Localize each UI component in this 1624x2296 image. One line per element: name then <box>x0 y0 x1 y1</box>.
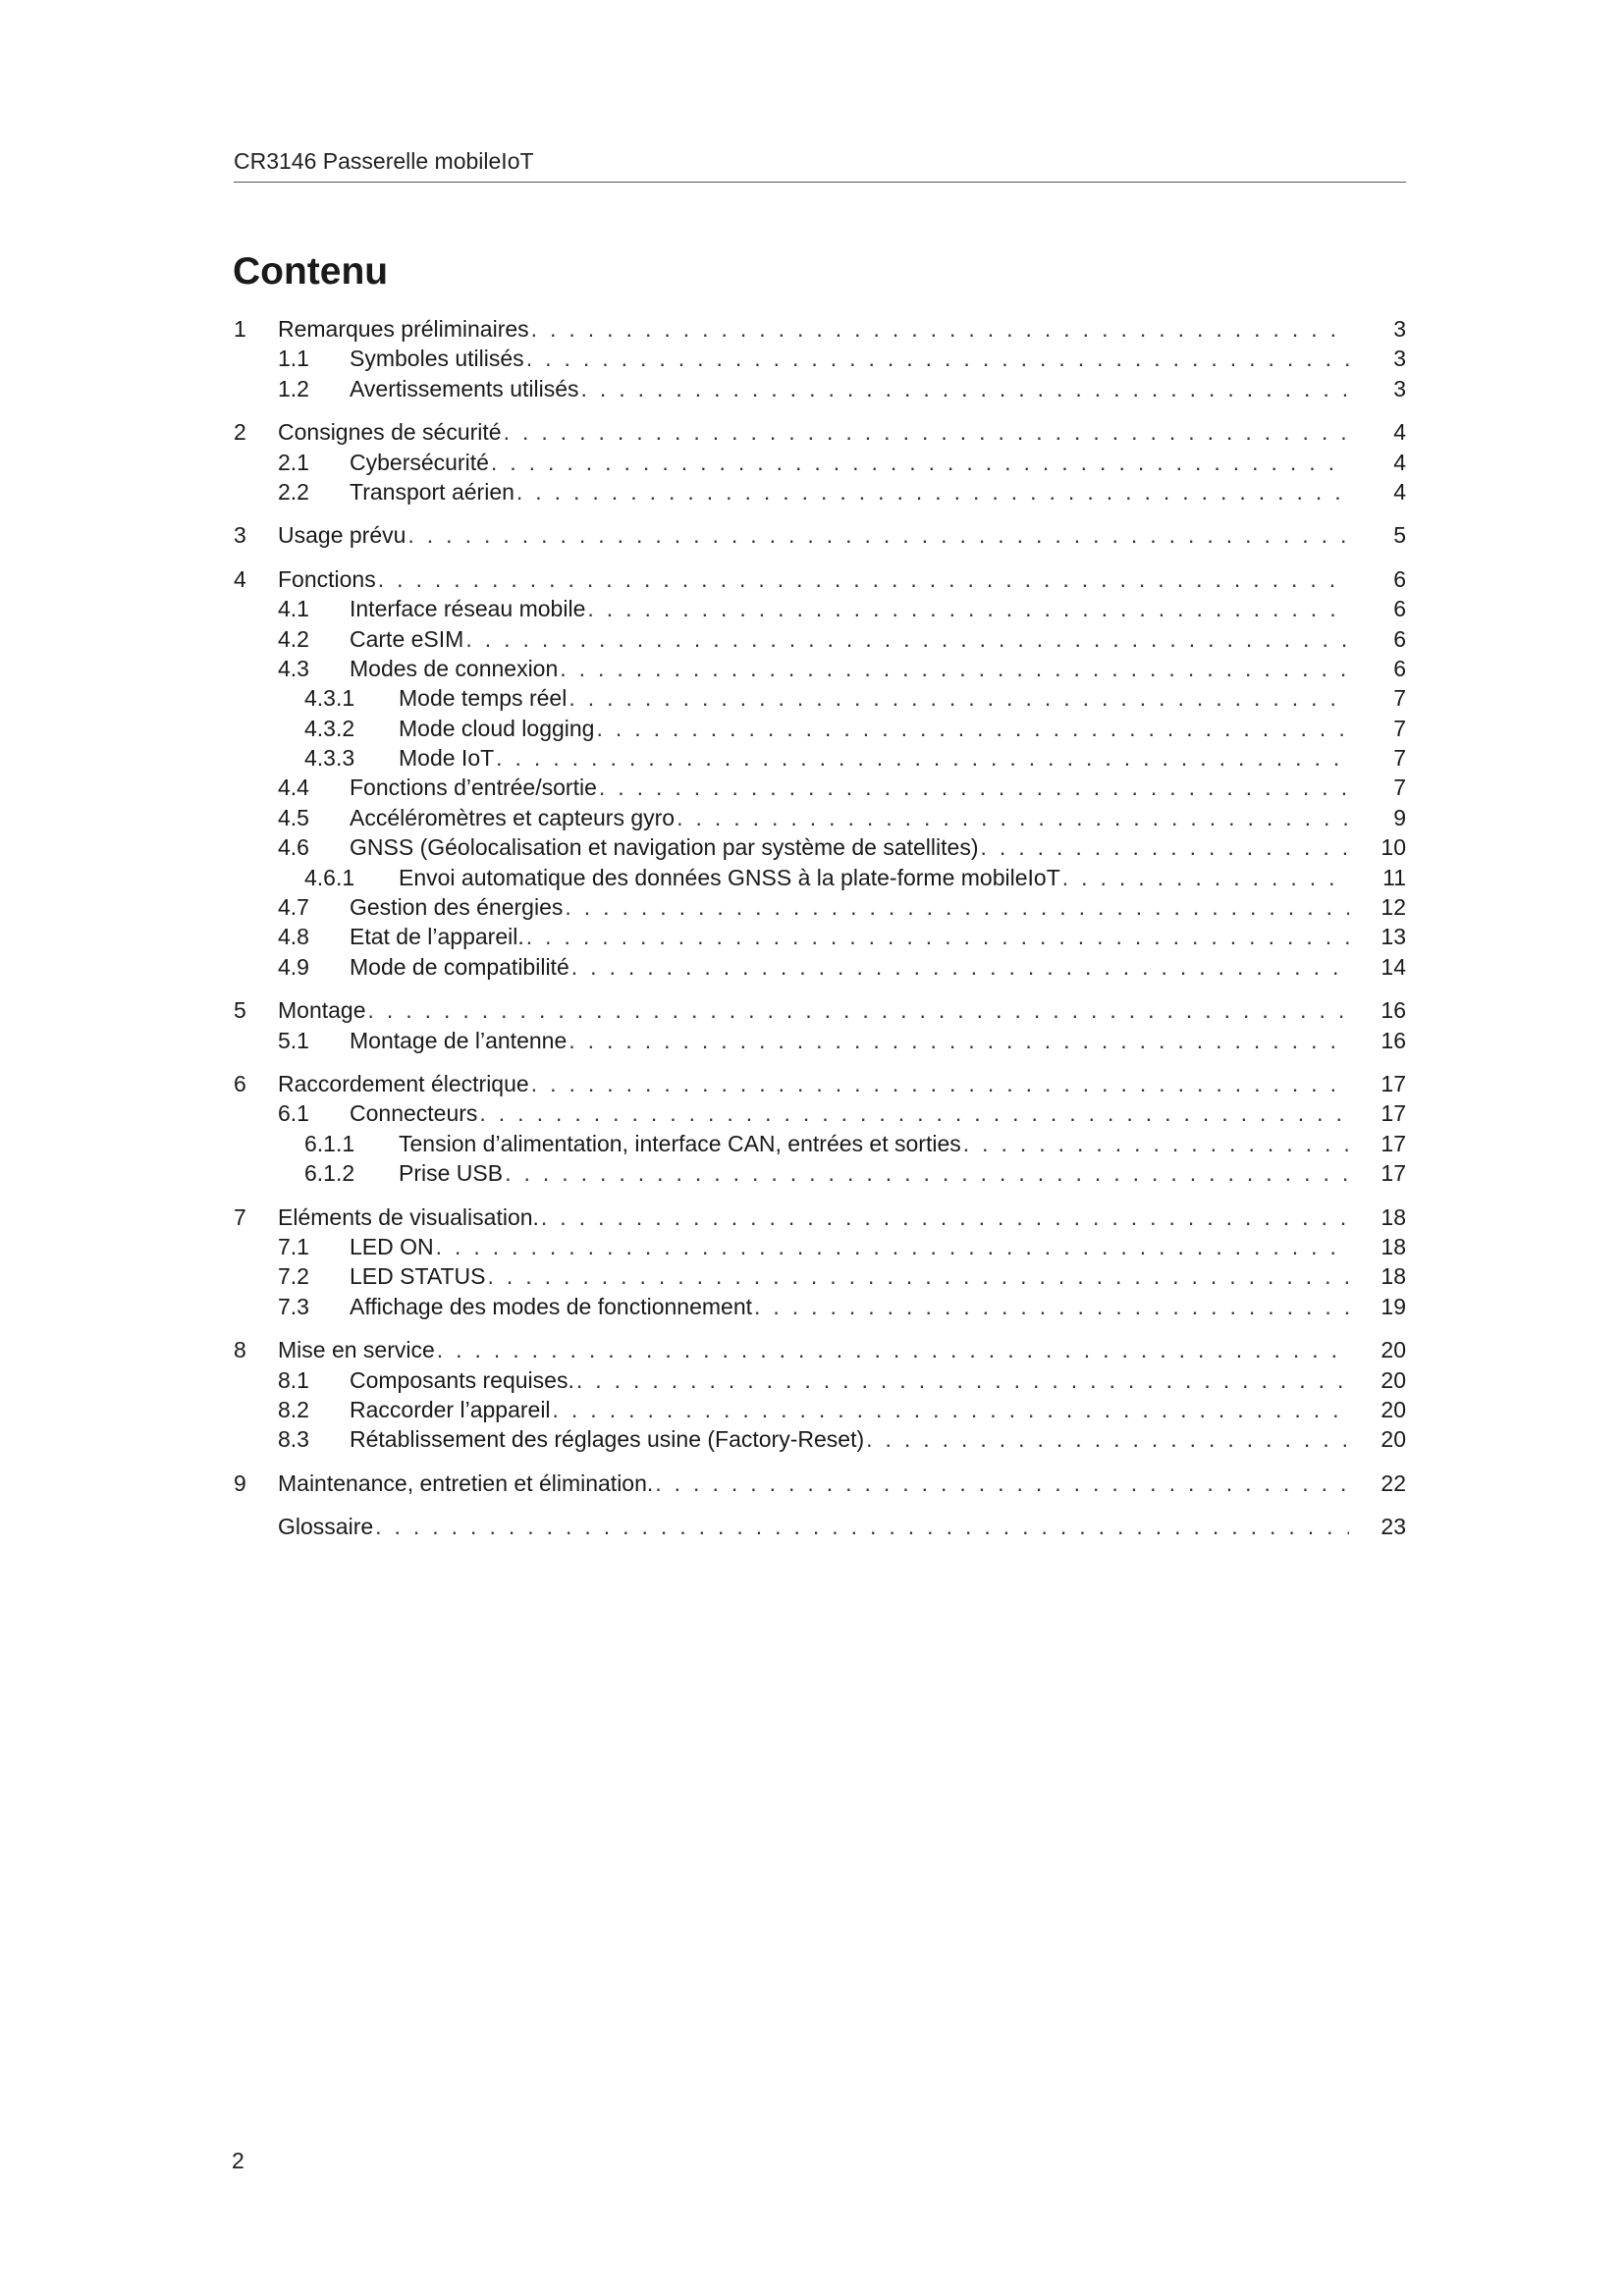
toc-entry-number: 4.3.1 <box>304 685 355 712</box>
toc-entry[interactable] <box>234 374 1406 403</box>
toc-entry-line <box>399 714 1406 743</box>
toc-entry-page: 6 <box>1393 565 1406 592</box>
toc-dot-leader <box>487 1261 1349 1291</box>
toc-entry-page: 6 <box>1393 655 1406 681</box>
toc-entry-label: Mode de compatibilité <box>350 953 569 980</box>
toc-entry-line <box>399 683 1406 713</box>
toc-entry-label: Eléments de visualisation. <box>278 1203 539 1230</box>
toc-entry-page: 20 <box>1380 1337 1406 1363</box>
toc-entry-number: 9 <box>234 1469 246 1496</box>
toc-dot-leader <box>436 1232 1349 1261</box>
toc-entry-number: 4.4 <box>278 774 309 801</box>
toc-entry-page: 16 <box>1380 1027 1406 1053</box>
toc-entry[interactable] <box>234 892 1406 922</box>
toc-entry[interactable] <box>234 1202 1406 1232</box>
toc-entry-line <box>350 1292 1406 1321</box>
toc-entry-line <box>278 1512 1406 1541</box>
toc-entry-label: Carte eSIM <box>350 625 464 652</box>
toc-entry-label: Tension d’alimentation, interface CAN, entrées et sorties <box>399 1130 961 1156</box>
toc-dot-leader <box>526 922 1349 951</box>
toc-entry-line <box>350 803 1406 832</box>
toc-entry-number: 1 <box>234 316 246 342</box>
toc-entry-page: 20 <box>1380 1426 1406 1453</box>
toc-entry-page: 3 <box>1393 316 1406 342</box>
toc-entry[interactable] <box>234 477 1406 507</box>
toc-entry-label: Raccordement électrique <box>278 1070 529 1096</box>
toc-dot-leader <box>754 1292 1349 1321</box>
toc-entry-page: 17 <box>1380 1100 1406 1127</box>
toc-entry-number: 6.1 <box>278 1100 309 1127</box>
toc-entry-number: 8 <box>234 1337 246 1363</box>
toc-entry[interactable] <box>234 1261 1406 1291</box>
toc-entry-number: 7 <box>234 1203 246 1230</box>
toc-entry-page: 10 <box>1380 834 1406 861</box>
toc-entry[interactable] <box>234 832 1406 862</box>
toc-dot-leader <box>587 594 1349 623</box>
toc-entry[interactable] <box>234 863 1406 892</box>
toc-entry[interactable] <box>234 1468 1406 1498</box>
toc-entry[interactable] <box>234 922 1406 951</box>
toc-entry[interactable] <box>234 1292 1406 1321</box>
toc-entry-number: 6.1.1 <box>304 1130 355 1156</box>
toc-entry-page: 4 <box>1393 449 1406 475</box>
toc-entry-line <box>350 1232 1406 1261</box>
toc-entry-label: Fonctions d’entrée/sortie <box>350 774 597 801</box>
page-header <box>234 146 1406 183</box>
toc-dot-leader <box>866 1424 1349 1454</box>
toc-dot-leader <box>378 564 1349 594</box>
toc-entry-number: 6 <box>234 1070 246 1096</box>
toc-entry-line <box>399 1129 1406 1158</box>
toc-entry-line <box>278 314 1406 344</box>
toc-dot-leader <box>407 520 1349 550</box>
toc-entry-label: Fonctions <box>278 565 376 592</box>
toc-dot-leader <box>677 803 1349 832</box>
toc-entry-line <box>399 1158 1406 1188</box>
toc-entry-label: Glossaire <box>278 1514 374 1540</box>
toc-entry-number: 4.5 <box>278 804 309 830</box>
toc-dot-leader <box>368 995 1349 1025</box>
toc-entry-page: 17 <box>1380 1130 1406 1156</box>
toc-entry-label: Mode IoT <box>399 745 495 772</box>
toc-entry-label: Avertissements utilisés <box>350 375 579 401</box>
toc-entry-number: 1.2 <box>278 375 309 401</box>
toc-entry[interactable] <box>234 1335 1406 1364</box>
toc-dot-leader <box>437 1335 1349 1364</box>
toc-dot-leader <box>1062 863 1349 892</box>
toc-entry-line <box>350 1395 1406 1424</box>
toc-entry-label: Mode cloud logging <box>399 715 595 741</box>
toc-entry-line <box>350 374 1406 403</box>
toc-entry-page: 3 <box>1393 375 1406 401</box>
toc-entry-page: 7 <box>1393 715 1406 741</box>
toc-entry-label: Rétablissement des réglages usine (Factory-Reset) <box>350 1426 865 1453</box>
toc-entry[interactable] <box>234 314 1406 344</box>
toc-dot-leader <box>526 344 1349 373</box>
toc-entry-label: Remarques préliminaires <box>278 316 529 342</box>
toc-entry-number: 5 <box>234 997 246 1024</box>
toc-dot-leader <box>568 683 1349 713</box>
toc-entry[interactable] <box>234 417 1406 447</box>
toc-entry[interactable] <box>234 520 1406 550</box>
toc-entry-page: 3 <box>1393 346 1406 372</box>
toc-entry-label: Envoi automatique des données GNSS à la plate-forme mobileIoT <box>399 864 1060 890</box>
toc-entry-number: 7.2 <box>278 1263 309 1290</box>
toc-entry-page: 13 <box>1380 924 1406 950</box>
toc-entry-page: 22 <box>1380 1469 1406 1496</box>
toc-entry-number: 4.6.1 <box>304 864 355 890</box>
toc-entry-line <box>350 624 1406 654</box>
toc-dot-leader <box>565 892 1349 922</box>
toc-dot-leader <box>980 832 1349 862</box>
toc-entry-page: 4 <box>1393 478 1406 505</box>
toc-dot-leader <box>576 1365 1349 1395</box>
toc-entry-line <box>350 448 1406 477</box>
toc-entry-number: 4.7 <box>278 894 309 921</box>
toc-entry-page: 18 <box>1380 1263 1406 1290</box>
toc-entry-page: 6 <box>1393 596 1406 622</box>
toc-dot-leader <box>553 1395 1349 1424</box>
toc-entry[interactable] <box>234 1129 1406 1158</box>
toc-entry-page: 20 <box>1380 1366 1406 1393</box>
toc-dot-leader <box>531 314 1349 344</box>
toc-entry-number: 5.1 <box>278 1027 309 1053</box>
toc-entry-number: 8.1 <box>278 1366 309 1393</box>
toc-dot-leader <box>655 1468 1349 1498</box>
toc-entry-number: 4.3.2 <box>304 715 355 741</box>
toc-entry[interactable] <box>234 624 1406 654</box>
toc-entry-page: 12 <box>1380 894 1406 921</box>
toc-entry-number: 4.8 <box>278 924 309 950</box>
toc-entry-label: Usage prévu <box>278 522 406 549</box>
toc-dot-leader <box>571 952 1349 982</box>
toc-entry[interactable] <box>234 683 1406 713</box>
toc-entry-line <box>399 863 1406 892</box>
toc-entry-number: 8.2 <box>278 1396 309 1422</box>
toc-entry-page: 14 <box>1380 953 1406 980</box>
toc-entry-label: Raccorder l’appareil <box>350 1396 551 1422</box>
toc-entry-page: 11 <box>1382 864 1406 890</box>
toc-entry-label: Modes de connexion <box>350 655 559 681</box>
toc-entry[interactable] <box>234 1069 1406 1098</box>
toc-entry-number: 4.2 <box>278 625 309 652</box>
toc-entry-line <box>350 654 1406 683</box>
toc-entry-number: 2.2 <box>278 478 309 505</box>
toc-entry-number: 3 <box>234 522 246 549</box>
toc-entry-line <box>350 773 1406 802</box>
table-of-contents <box>234 314 1406 1541</box>
toc-entry-label: Symboles utilisés <box>350 346 524 372</box>
toc-entry-label: Mode temps réel <box>399 685 568 712</box>
document-title: CR3146 Passerelle mobileIoT <box>234 148 534 174</box>
toc-dot-leader <box>599 773 1349 802</box>
toc-dot-leader <box>581 374 1350 403</box>
toc-entry[interactable] <box>234 564 1406 594</box>
toc-entry-number: 8.3 <box>278 1426 309 1453</box>
toc-entry-label: Montage de l’antenne <box>350 1027 568 1053</box>
toc-dot-leader <box>516 477 1349 507</box>
toc-entry[interactable] <box>234 448 1406 477</box>
toc-entry-line <box>278 1202 1406 1232</box>
toc-entry-number: 6.1.2 <box>304 1160 355 1187</box>
toc-entry-line <box>350 477 1406 507</box>
toc-dot-leader <box>479 1098 1349 1128</box>
toc-entry-line <box>350 922 1406 951</box>
toc-entry-line <box>350 892 1406 922</box>
toc-entry-page: 9 <box>1393 804 1406 830</box>
toc-entry-line <box>278 520 1406 550</box>
toc-entry-line <box>350 344 1406 373</box>
toc-entry-page: 4 <box>1393 419 1406 446</box>
toc-entry-line <box>350 1365 1406 1395</box>
toc-entry-number: 4 <box>234 565 246 592</box>
toc-entry-number: 4.9 <box>278 953 309 980</box>
toc-entry-page: 7 <box>1393 685 1406 712</box>
toc-entry-number: 4.6 <box>278 834 309 861</box>
toc-dot-leader <box>531 1069 1349 1098</box>
toc-entry[interactable] <box>234 344 1406 373</box>
toc-entry-number: 7.3 <box>278 1293 309 1319</box>
toc-dot-leader <box>568 1026 1349 1055</box>
toc-entry[interactable] <box>234 743 1406 773</box>
toc-entry-number: 7.1 <box>278 1233 309 1259</box>
toc-entry-line <box>350 1424 1406 1454</box>
toc-entry-page: 7 <box>1393 774 1406 801</box>
toc-entry-label: Accéléromètres et capteurs gyro <box>350 804 676 830</box>
toc-entry-line <box>278 1468 1406 1498</box>
toc-entry-label: Maintenance, entretien et élimination. <box>278 1469 654 1496</box>
toc-entry-number: 1.1 <box>278 346 309 372</box>
toc-entry[interactable] <box>234 1395 1406 1424</box>
toc-entry-line <box>278 995 1406 1025</box>
toc-entry-label: Etat de l’appareil. <box>350 924 524 950</box>
toc-entry-label: LED STATUS <box>350 1263 486 1290</box>
toc-entry-page: 7 <box>1393 745 1406 772</box>
toc-entry-page: 6 <box>1393 625 1406 652</box>
toc-dot-leader <box>560 654 1349 683</box>
toc-entry[interactable] <box>234 1232 1406 1261</box>
toc-entry-number: 2.1 <box>278 449 309 475</box>
toc-entry-label: Connecteurs <box>350 1100 478 1127</box>
toc-entry[interactable] <box>234 1424 1406 1454</box>
toc-entry-line <box>350 832 1406 862</box>
toc-entry-label: Mise en service <box>278 1337 435 1363</box>
toc-dot-leader <box>491 448 1349 477</box>
toc-entry-line <box>399 743 1406 773</box>
toc-entry-line <box>350 1098 1406 1128</box>
toc-entry[interactable] <box>234 1158 1406 1188</box>
toc-entry-line <box>278 1335 1406 1364</box>
contents-title: Contenu <box>233 250 389 293</box>
toc-entry[interactable] <box>234 654 1406 683</box>
toc-dot-leader <box>541 1202 1349 1232</box>
toc-entry[interactable] <box>234 952 1406 982</box>
toc-entry[interactable] <box>234 714 1406 743</box>
toc-dot-leader <box>505 1158 1349 1188</box>
toc-entry-label: Cybersécurité <box>350 449 489 475</box>
toc-entry[interactable] <box>234 995 1406 1025</box>
toc-entry[interactable] <box>234 773 1406 802</box>
toc-entry[interactable] <box>234 1512 1406 1541</box>
toc-entry-label: Affichage des modes de fonctionnement <box>350 1293 753 1319</box>
toc-entry-page: 18 <box>1380 1233 1406 1259</box>
toc-entry-line <box>350 594 1406 623</box>
toc-dot-leader <box>375 1512 1349 1541</box>
toc-entry-line <box>278 564 1406 594</box>
toc-entry-page: 18 <box>1380 1203 1406 1230</box>
page-number: 2 <box>232 2148 244 2173</box>
toc-entry-page: 17 <box>1380 1070 1406 1096</box>
toc-entry-label: LED ON <box>350 1233 434 1259</box>
toc-dot-leader <box>465 624 1349 654</box>
toc-entry-page: 19 <box>1380 1293 1406 1319</box>
toc-entry-page: 5 <box>1393 522 1406 549</box>
toc-entry-line <box>350 952 1406 982</box>
toc-entry-page: 23 <box>1380 1514 1406 1540</box>
toc-entry-line <box>350 1261 1406 1291</box>
toc-entry[interactable] <box>234 1365 1406 1395</box>
toc-entry-number: 4.3 <box>278 655 309 681</box>
toc-entry-label: Transport aérien <box>350 478 514 505</box>
toc-entry-line <box>278 1069 1406 1098</box>
toc-entry-label: Interface réseau mobile <box>350 596 586 622</box>
toc-entry[interactable] <box>234 1098 1406 1128</box>
toc-entry-line <box>350 1026 1406 1055</box>
toc-dot-leader <box>504 417 1349 447</box>
toc-entry-page: 20 <box>1380 1396 1406 1422</box>
toc-entry-label: GNSS (Géolocalisation et navigation par système de satellites) <box>350 834 979 861</box>
toc-entry-number: 4.1 <box>278 596 309 622</box>
toc-entry[interactable] <box>234 594 1406 623</box>
toc-dot-leader <box>963 1129 1349 1158</box>
toc-dot-leader <box>496 743 1349 773</box>
toc-entry[interactable] <box>234 1026 1406 1055</box>
toc-entry-number: 4.3.3 <box>304 745 355 772</box>
toc-dot-leader <box>596 714 1349 743</box>
toc-entry-label: Prise USB <box>399 1160 504 1187</box>
toc-entry-label: Composants requises. <box>350 1366 574 1393</box>
toc-entry-number: 2 <box>234 419 246 446</box>
toc-entry-page: 17 <box>1380 1160 1406 1187</box>
toc-entry-label: Gestion des énergies <box>350 894 564 921</box>
toc-entry-line <box>278 417 1406 447</box>
toc-entry-label: Consignes de sécurité <box>278 419 502 446</box>
toc-entry[interactable] <box>234 803 1406 832</box>
toc-entry-page: 16 <box>1380 997 1406 1024</box>
toc-entry-label: Montage <box>278 997 366 1024</box>
